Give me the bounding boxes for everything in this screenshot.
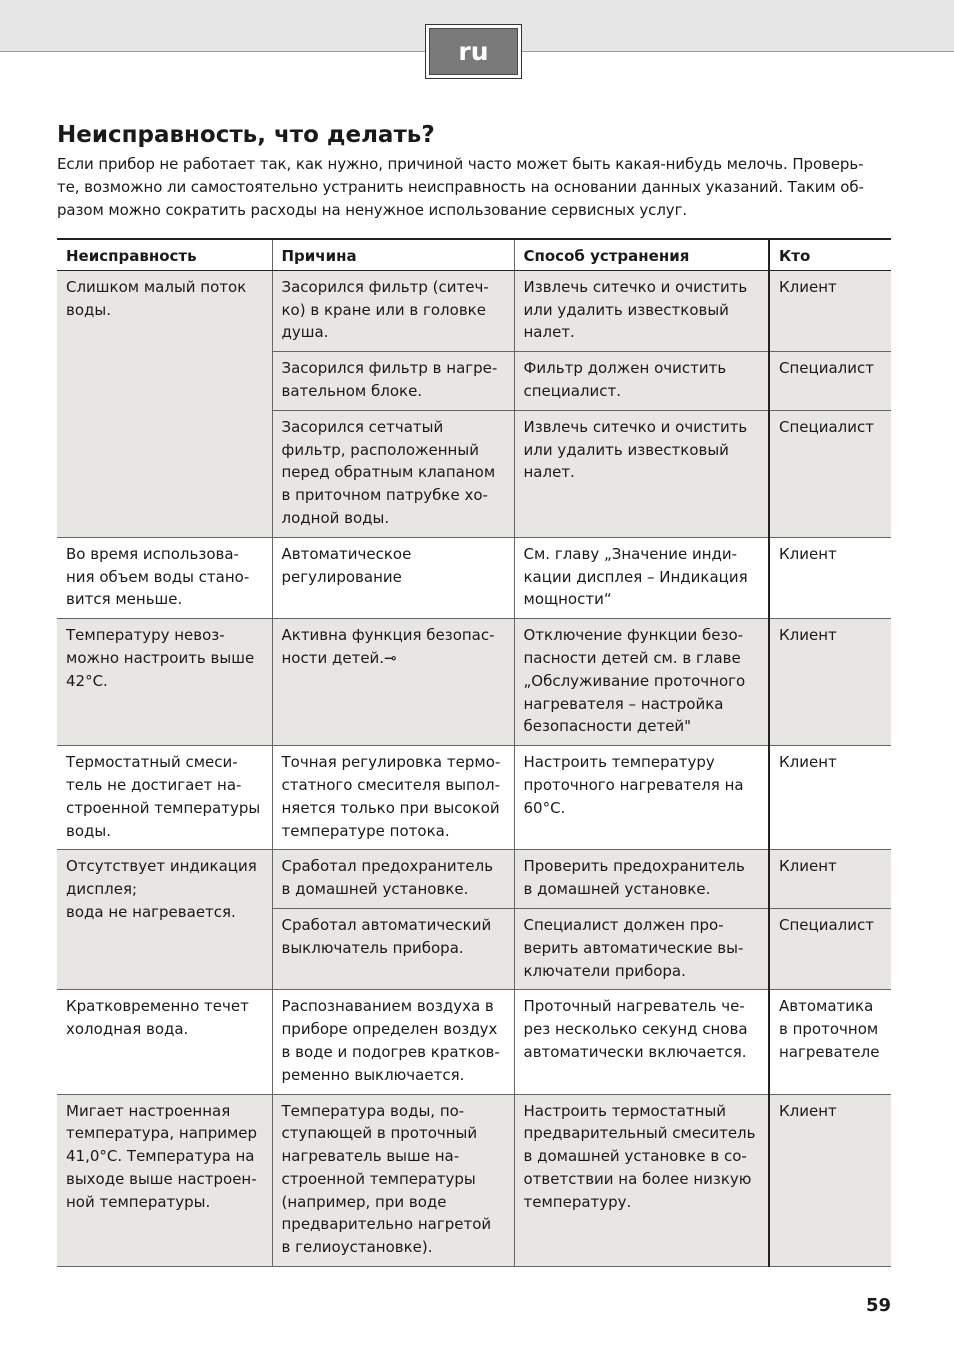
cell-line: Клиент: [779, 753, 837, 772]
fault-cell: [57, 537, 272, 618]
table-header-row: [57, 239, 891, 270]
header-fault: Неисправность: [57, 239, 272, 270]
cell-line: Извлечь ситечко и очистить: [523, 277, 748, 296]
cell-line: Отсутствует индикация: [66, 857, 257, 876]
remedy-cell: [514, 270, 769, 351]
cell-line: Засорился фильтр (ситеч-: [281, 277, 489, 296]
cell-line: Специалист должен про-: [523, 915, 724, 934]
intro-paragraph: [57, 153, 897, 222]
cell-line: предварительно нагретой: [281, 1215, 492, 1234]
cell-line: Настроить температуру: [523, 753, 715, 772]
cell-line: в приточном патрубке хо-: [281, 486, 488, 505]
cell-line: ко) в кране или в головке: [281, 300, 486, 319]
cell-line: температуре потока.: [281, 821, 450, 840]
cell-line: Засорился фильтр в нагре-: [281, 359, 498, 378]
cell-line: безопасности детей": [523, 717, 692, 736]
cell-line: строенной температуры: [66, 798, 261, 817]
cell-line: Отключение функции безо-: [523, 626, 744, 645]
table-row: [57, 270, 891, 351]
cell-line: Клиент: [779, 857, 837, 876]
cell-line: фильтр, расположенный: [281, 440, 479, 459]
cell-line: ной температуры.: [66, 1192, 211, 1211]
cell-line: нагревателя – настройка: [523, 694, 724, 713]
cell-line: Мигает настроенная: [66, 1101, 231, 1120]
cell-line: холодная вода.: [66, 1020, 189, 1039]
cell-line: регулирование: [281, 567, 402, 586]
fault-cell: [57, 1094, 272, 1267]
cause-cell: [272, 990, 514, 1094]
cell-line: или удалить известковый: [523, 440, 729, 459]
cell-line: вательном блоке.: [281, 381, 423, 400]
remedy-cell: [514, 1094, 769, 1267]
cell-line: Автоматика: [779, 997, 874, 1016]
cause-cell: [272, 850, 514, 909]
fault-cell: [57, 746, 272, 850]
cell-line: можно настроить выше: [66, 648, 255, 667]
remedy-cell: [514, 850, 769, 909]
cell-line: Засорился сетчатый: [281, 417, 444, 436]
cell-line: Термостатный смеси-: [66, 753, 238, 772]
cell-line: налет.: [523, 323, 575, 342]
who-cell: [769, 537, 891, 618]
table-row: [57, 619, 891, 746]
cell-line: Проточный нагреватель че-: [523, 997, 745, 1016]
cell-line: Специалист: [779, 417, 874, 436]
cell-line: няется только при высокой: [281, 798, 500, 817]
remedy-cell: [514, 352, 769, 411]
cell-line: кации дисплея – Индикация: [523, 567, 748, 586]
cell-line: Кратковременно течет: [66, 997, 249, 1016]
cell-line: или удалить известковый: [523, 300, 729, 319]
who-cell: [769, 270, 891, 351]
remedy-cell: [514, 619, 769, 746]
remedy-cell: [514, 990, 769, 1094]
cell-line: Активна функция безопас-: [281, 626, 495, 645]
cell-line: (например, при воде: [281, 1192, 447, 1211]
cause-cell: [272, 908, 514, 989]
cell-line: нагревателе: [779, 1042, 880, 1061]
cell-line: Клиент: [779, 544, 837, 563]
troubleshooting-table: [57, 238, 891, 1267]
cell-line: Сработал автоматический: [281, 915, 492, 934]
cell-line: См. главу „Значение инди-: [523, 544, 738, 563]
cell-line: Температура воды, по-: [281, 1101, 465, 1120]
cell-line: тель не достигает на-: [66, 775, 242, 794]
cell-line: верить автоматические вы-: [523, 938, 744, 957]
cell-line: в воде и подогрев кратков-: [281, 1042, 500, 1061]
cause-cell: [272, 352, 514, 411]
cell-line: ности детей.⊸: [281, 648, 397, 667]
fault-cell: [57, 270, 272, 537]
cell-line: в проточном: [779, 1020, 879, 1039]
cell-line: автоматически включается.: [523, 1042, 747, 1061]
who-cell: [769, 746, 891, 850]
cell-line: в гелиоустановке).: [281, 1238, 433, 1257]
remedy-cell: [514, 746, 769, 850]
header-who: Кто: [769, 239, 891, 270]
cell-line: Настроить термостатный: [523, 1101, 727, 1120]
cell-line: перед обратным клапаном: [281, 463, 496, 482]
page-title: Неисправность, что делать?: [57, 122, 435, 148]
cell-line: Точная регулировка термо-: [281, 753, 501, 772]
table-row: [57, 990, 891, 1094]
header-remedy: Способ устранения: [514, 239, 769, 270]
table-row: [57, 1094, 891, 1267]
cell-line: ступающей в проточный: [281, 1124, 478, 1143]
cell-line: Специалист: [779, 915, 874, 934]
cell-line: Автоматическое: [281, 544, 412, 563]
cell-line: 42°C.: [66, 671, 108, 690]
header-cause: Причина: [272, 239, 514, 270]
cell-line: строенной температуры: [281, 1169, 476, 1188]
cell-line: вода не нагревается.: [66, 902, 236, 921]
who-cell: [769, 850, 891, 909]
cause-cell: [272, 746, 514, 850]
cell-line: Фильтр должен очистить: [523, 359, 727, 378]
cell-line: воды.: [66, 821, 111, 840]
cell-line: Извлечь ситечко и очистить: [523, 417, 748, 436]
cell-line: выключатель прибора.: [281, 938, 464, 957]
cause-cell: [272, 1094, 514, 1267]
cell-line: Клиент: [779, 1101, 837, 1120]
cell-line: вится меньше.: [66, 590, 183, 609]
cause-cell: [272, 270, 514, 351]
cell-line: приборе определен воздух: [281, 1020, 498, 1039]
fault-cell: [57, 850, 272, 990]
intro-line: разом можно сократить расходы на ненужное использование сервисных услуг.: [57, 201, 688, 219]
cause-cell: [272, 619, 514, 746]
cell-line: проточного нагревателя на: [523, 775, 744, 794]
cell-line: температуру.: [523, 1192, 632, 1211]
who-cell: [769, 990, 891, 1094]
remedy-cell: [514, 908, 769, 989]
cell-line: Клиент: [779, 626, 837, 645]
cell-line: Специалист: [779, 359, 874, 378]
cell-line: статного смесителя выпол-: [281, 775, 501, 794]
intro-line: те, возможно ли самостоятельно устранить неисправность на основании данных указаний. Таким об-: [57, 178, 864, 196]
who-cell: [769, 908, 891, 989]
page-number: 59: [865, 1295, 891, 1316]
who-cell: [769, 410, 891, 537]
cell-line: Во время использова-: [66, 544, 239, 563]
cell-line: душа.: [281, 323, 329, 342]
language-tab-label: ru: [429, 28, 518, 75]
cell-line: дисплея;: [66, 880, 138, 899]
cell-line: воды.: [66, 300, 111, 319]
who-cell: [769, 352, 891, 411]
fault-cell: [57, 619, 272, 746]
cell-line: „Обслуживание проточного: [523, 671, 746, 690]
table-row: [57, 850, 891, 909]
fault-cell: [57, 990, 272, 1094]
cell-line: Клиент: [779, 277, 837, 296]
cell-line: в домашней установке в со-: [523, 1147, 747, 1166]
cell-line: Распознаванием воздуха в: [281, 997, 494, 1016]
cell-line: нагреватель выше на-: [281, 1147, 460, 1166]
table-row: [57, 746, 891, 850]
cause-cell: [272, 410, 514, 537]
cell-line: в домашней установке.: [523, 880, 711, 899]
cell-line: ответствии на более низкую: [523, 1169, 752, 1188]
cell-line: ния объем воды стано-: [66, 567, 250, 586]
remedy-cell: [514, 410, 769, 537]
cell-line: налет.: [523, 463, 575, 482]
table-body: [57, 270, 891, 1266]
cell-line: Сработал предохранитель: [281, 857, 494, 876]
cell-line: специалист.: [523, 381, 622, 400]
cell-line: 60°C.: [523, 798, 566, 817]
table-row: [57, 537, 891, 618]
cell-line: Температуру невоз-: [66, 626, 225, 645]
cause-cell: [272, 537, 514, 618]
language-tab: [425, 24, 522, 79]
cell-line: 41,0°C. Температура на: [66, 1147, 255, 1166]
cell-line: пасности детей см. в главе: [523, 648, 741, 667]
cell-line: в домашней установке.: [281, 880, 469, 899]
cell-line: рез несколько секунд снова: [523, 1020, 748, 1039]
cell-line: ключатели прибора.: [523, 961, 686, 980]
cell-line: мощности“: [523, 590, 612, 609]
remedy-cell: [514, 537, 769, 618]
cell-line: выходе выше настроен-: [66, 1169, 257, 1188]
intro-line: Если прибор не работает так, как нужно, причиной часто может быть какая-нибудь мелочь. Проверь-: [57, 155, 864, 173]
cell-line: предварительный смеситель: [523, 1124, 756, 1143]
cell-line: Проверить предохранитель: [523, 857, 745, 876]
cell-line: ременно выключается.: [281, 1065, 465, 1084]
who-cell: [769, 1094, 891, 1267]
cell-line: Слишком малый поток: [66, 277, 247, 296]
who-cell: [769, 619, 891, 746]
cell-line: температура, например: [66, 1124, 258, 1143]
cell-line: лодной воды.: [281, 508, 390, 527]
